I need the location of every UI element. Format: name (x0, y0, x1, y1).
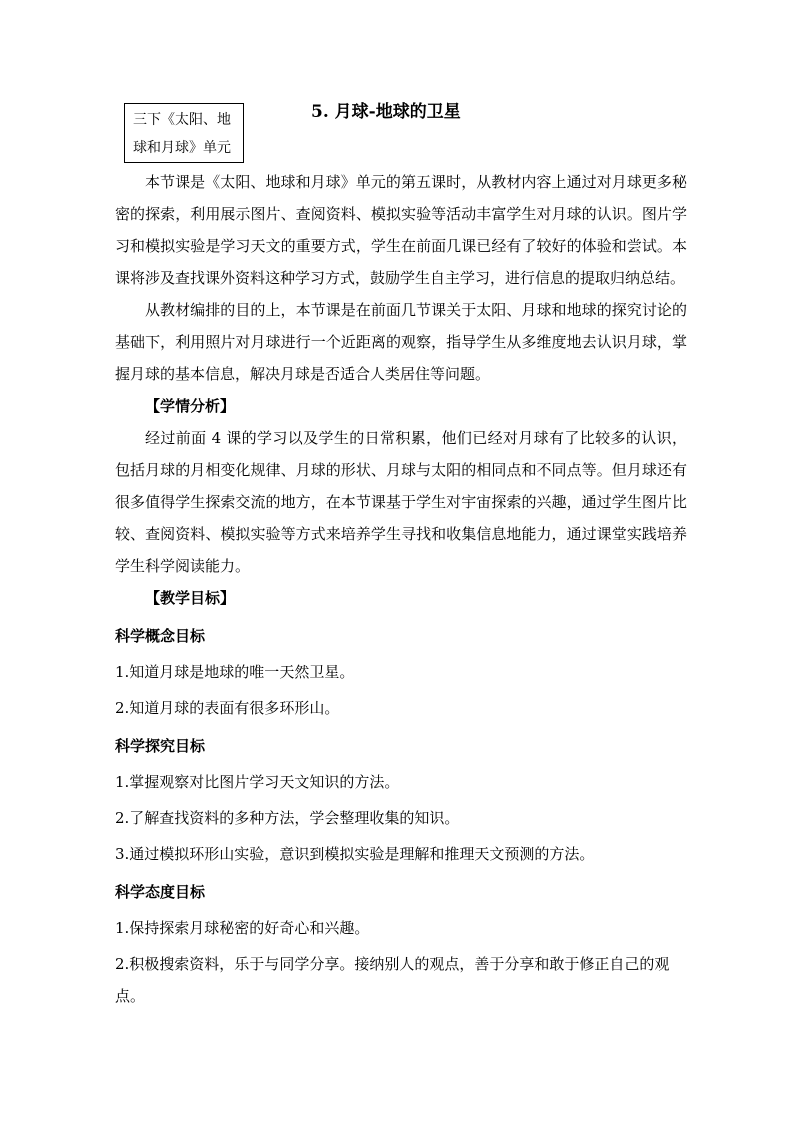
intro-paragraph-1: 本节课是《太阳、地球和月球》单元的第五课时，从教材内容上通过对月球更多秘密的探索，利用展示图片、查阅资料、模拟实验等活动丰富学生对月球的认识。图片学习和模拟实验是学习天文的重要方式，学生在前面几课已经有了较好的体验和尝试。本课将涉及查找课外资料这种学习方式，鼓励学生自主学习，进行信息的提取归纳总结。 (115, 173, 687, 287)
inquiry-goal-item: 2.了解查找资料的多种方法，学会整理收集的知识。 (115, 809, 460, 827)
inquiry-goals-heading: 科学探究目标 (115, 737, 206, 755)
unit-label-box (124, 103, 244, 163)
unit-label-line-2: 球和月球》单元 (133, 140, 231, 156)
intro-paragraph-2: 从教材编排的目的上，本节课是在前面几节课关于太阳、月球和地球的探究讨论的基础下，利用照片对月球进行一个近距离的观察，指导学生从多维度地去认识月球，掌握月球的基本信息，解决月球是否适合人类居住等问题。 (115, 301, 687, 383)
concept-goals-heading: 科学概念目标 (115, 627, 206, 645)
attitude-goal-item: 2.积极搜索资料，乐于与同学分享。接纳别人的观点，善于分享和敢于修正自己的观点。 (115, 955, 670, 1005)
unit-label-line-1: 三下《太阳、地 (133, 112, 231, 128)
student-analysis-heading: 【学情分析】 (145, 397, 236, 415)
teaching-goals-heading: 【教学目标】 (145, 589, 236, 607)
student-analysis-paragraph: 经过前面 4 课的学习以及学生的日常积累，他们已经对月球有了比较多的认识，包括月球的月相变化规律、月球的形状、月球与太阳的相同点和不同点等。但月球还有很多值得学生探索交流的地方，在本节课基于学生对宇宙探索的兴趣，通过学生图片比较、查阅资料、模拟实验等方式来培养学生寻找和收集信息地能力，通过课堂实践培养学生科学阅读能力。 (115, 429, 687, 575)
concept-goal-item: 1.知道月球是地球的唯一天然卫星。 (115, 663, 355, 681)
inquiry-goal-item: 3.通过模拟环形山实验，意识到模拟实验是理解和推理天文预测的方法。 (115, 845, 595, 863)
document-body (115, 166, 687, 1012)
concept-goal-item: 2.知道月球的表面有很多环形山。 (115, 699, 340, 717)
inquiry-goal-item: 1.掌握观察对比图片学习天文知识的方法。 (115, 773, 400, 791)
attitude-goal-item: 1.保持探索月球秘密的好奇心和兴趣。 (115, 919, 370, 937)
lesson-title: 5. 月球-地球的卫星 (311, 102, 461, 122)
attitude-goals-heading: 科学态度目标 (115, 883, 206, 901)
